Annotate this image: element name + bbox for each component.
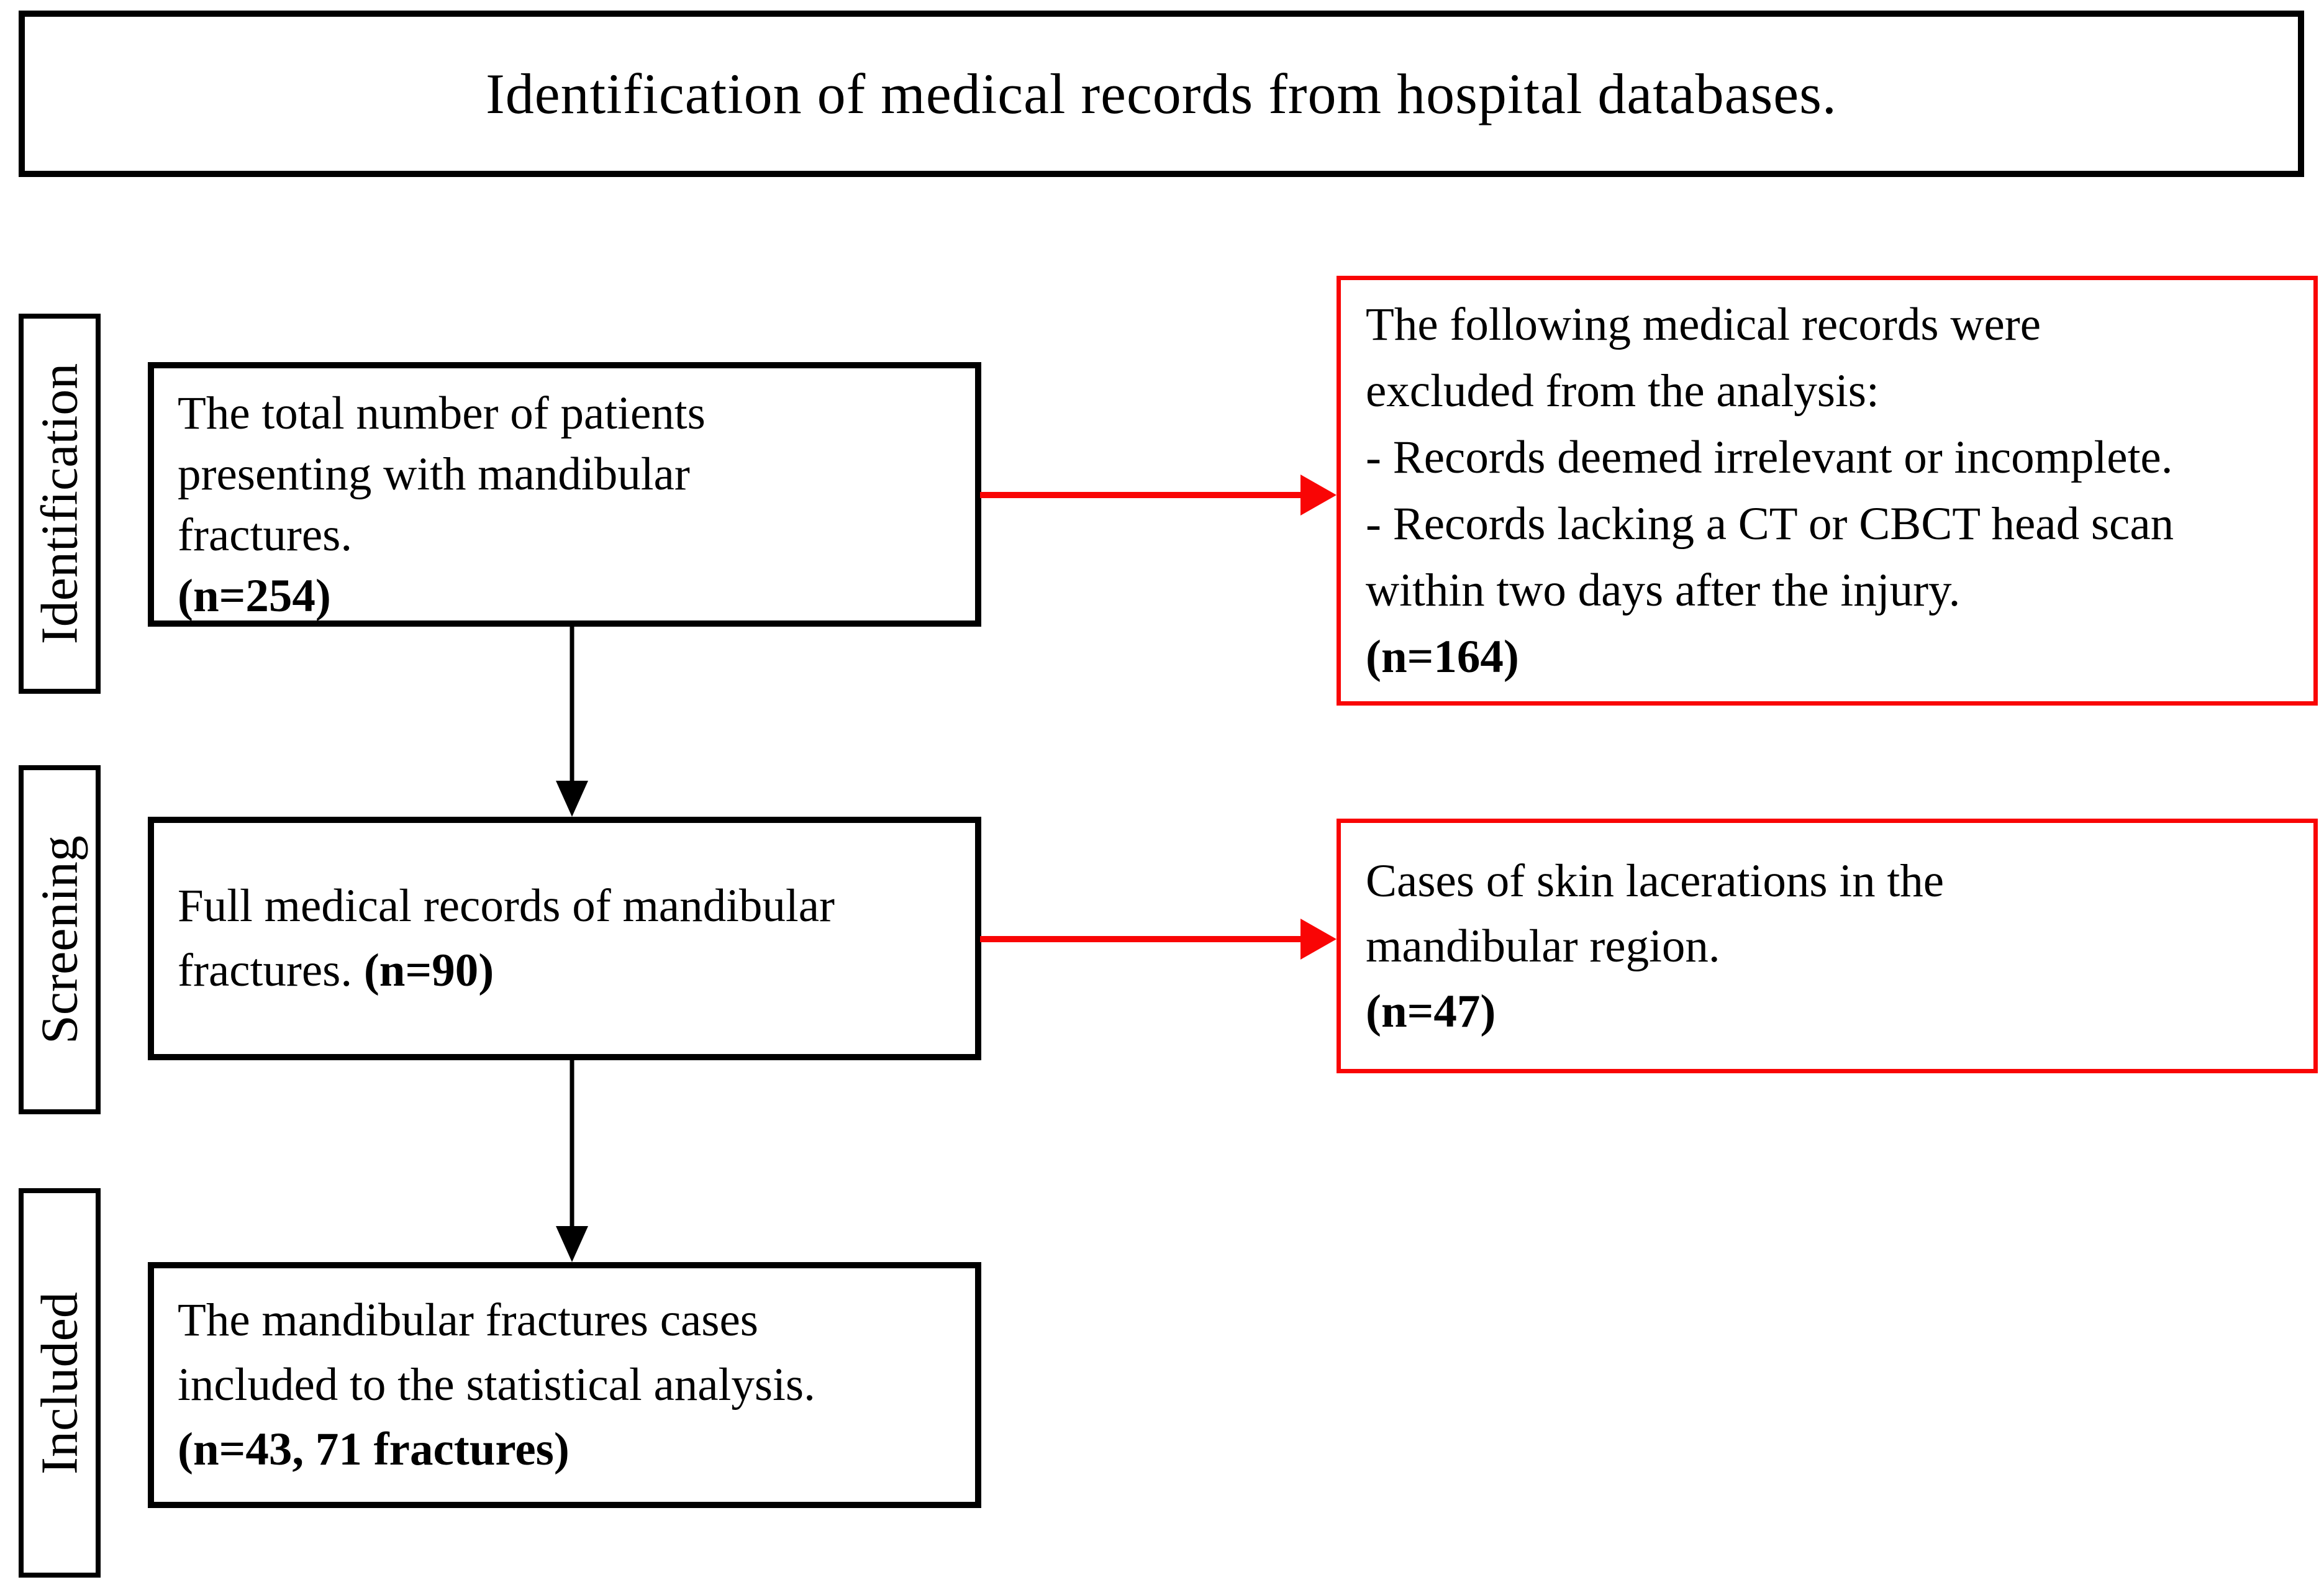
arrow-box2-to-box3 xyxy=(556,1060,588,1262)
exclusion-box-records-excluded-line-1: The following medical records were xyxy=(1366,299,2041,350)
process-box-included-cases xyxy=(148,1262,981,1508)
process-box-total-patients xyxy=(148,362,981,627)
process-box-included-cases-line-1: The mandibular fractures cases xyxy=(178,1294,758,1346)
process-box-total-patients-line-3: fractures. xyxy=(178,509,353,561)
stage-label-included: Included xyxy=(30,1291,89,1475)
title-box xyxy=(19,11,2304,177)
process-box-total-patients-line-1: The total number of patients xyxy=(178,388,706,439)
stage-box-included xyxy=(19,1188,101,1578)
exclusion-box-records-excluded xyxy=(1337,276,2318,706)
process-box-full-records-line-2 xyxy=(178,938,969,1003)
process-box-included-cases-count: (n=43, 71 fractures) xyxy=(178,1424,570,1475)
stage-box-identification xyxy=(19,314,101,694)
arrow-box2-to-exclusion2 xyxy=(980,919,1337,960)
exclusion-box-records-excluded-line-4: - Records lacking a CT or CBCT head scan xyxy=(1366,498,2174,550)
exclusion-box-skin-lacerations xyxy=(1337,819,2318,1073)
arrow-box1-to-exclusion1-shaft xyxy=(980,492,1307,498)
stage-label-screening: Screening xyxy=(30,835,89,1044)
process-box-total-patients-count: (n=254) xyxy=(178,570,331,622)
stage-box-screening xyxy=(19,765,101,1114)
process-box-included-cases-line-2: included to the statistical analysis. xyxy=(178,1359,815,1411)
exclusion-box-skin-lacerations-count: (n=47) xyxy=(1366,985,1496,1037)
process-box-full-records-count: (n=90) xyxy=(363,945,494,996)
process-box-full-records xyxy=(148,817,981,1060)
arrow-box2-to-exclusion2-shaft xyxy=(980,936,1307,942)
stage-label-identification: Identification xyxy=(30,363,89,645)
process-box-full-records-tail: fractures. xyxy=(178,945,353,996)
arrowhead-right-icon xyxy=(1300,475,1337,516)
exclusion-box-records-excluded-line-3: - Records deemed irrelevant or incomplete. xyxy=(1366,432,2173,483)
exclusion-box-records-excluded-line-5: within two days after the injury. xyxy=(1366,565,1961,616)
page-title: Identification of medical records from hospital databases. xyxy=(486,62,1837,125)
arrowhead-down-icon xyxy=(556,781,588,817)
arrow-box1-to-box2 xyxy=(556,625,588,817)
arrow-box2-to-box3-shaft xyxy=(570,1060,574,1231)
arrow-box1-to-exclusion1 xyxy=(980,475,1337,516)
arrow-box1-to-box2-shaft xyxy=(570,625,574,786)
arrowhead-down-icon xyxy=(556,1226,588,1262)
exclusion-box-skin-lacerations-line-2: mandibular region. xyxy=(1366,920,1720,972)
process-box-full-records-line-1: Full medical records of mandibular xyxy=(178,880,835,932)
process-box-total-patients-line-2: presenting with mandibular xyxy=(178,448,690,500)
exclusion-box-records-excluded-line-2: excluded from the analysis: xyxy=(1366,365,1879,417)
exclusion-box-skin-lacerations-line-1: Cases of skin lacerations in the xyxy=(1366,855,1945,907)
exclusion-box-records-excluded-count: (n=164) xyxy=(1366,631,1519,683)
arrowhead-right-icon xyxy=(1300,919,1337,960)
